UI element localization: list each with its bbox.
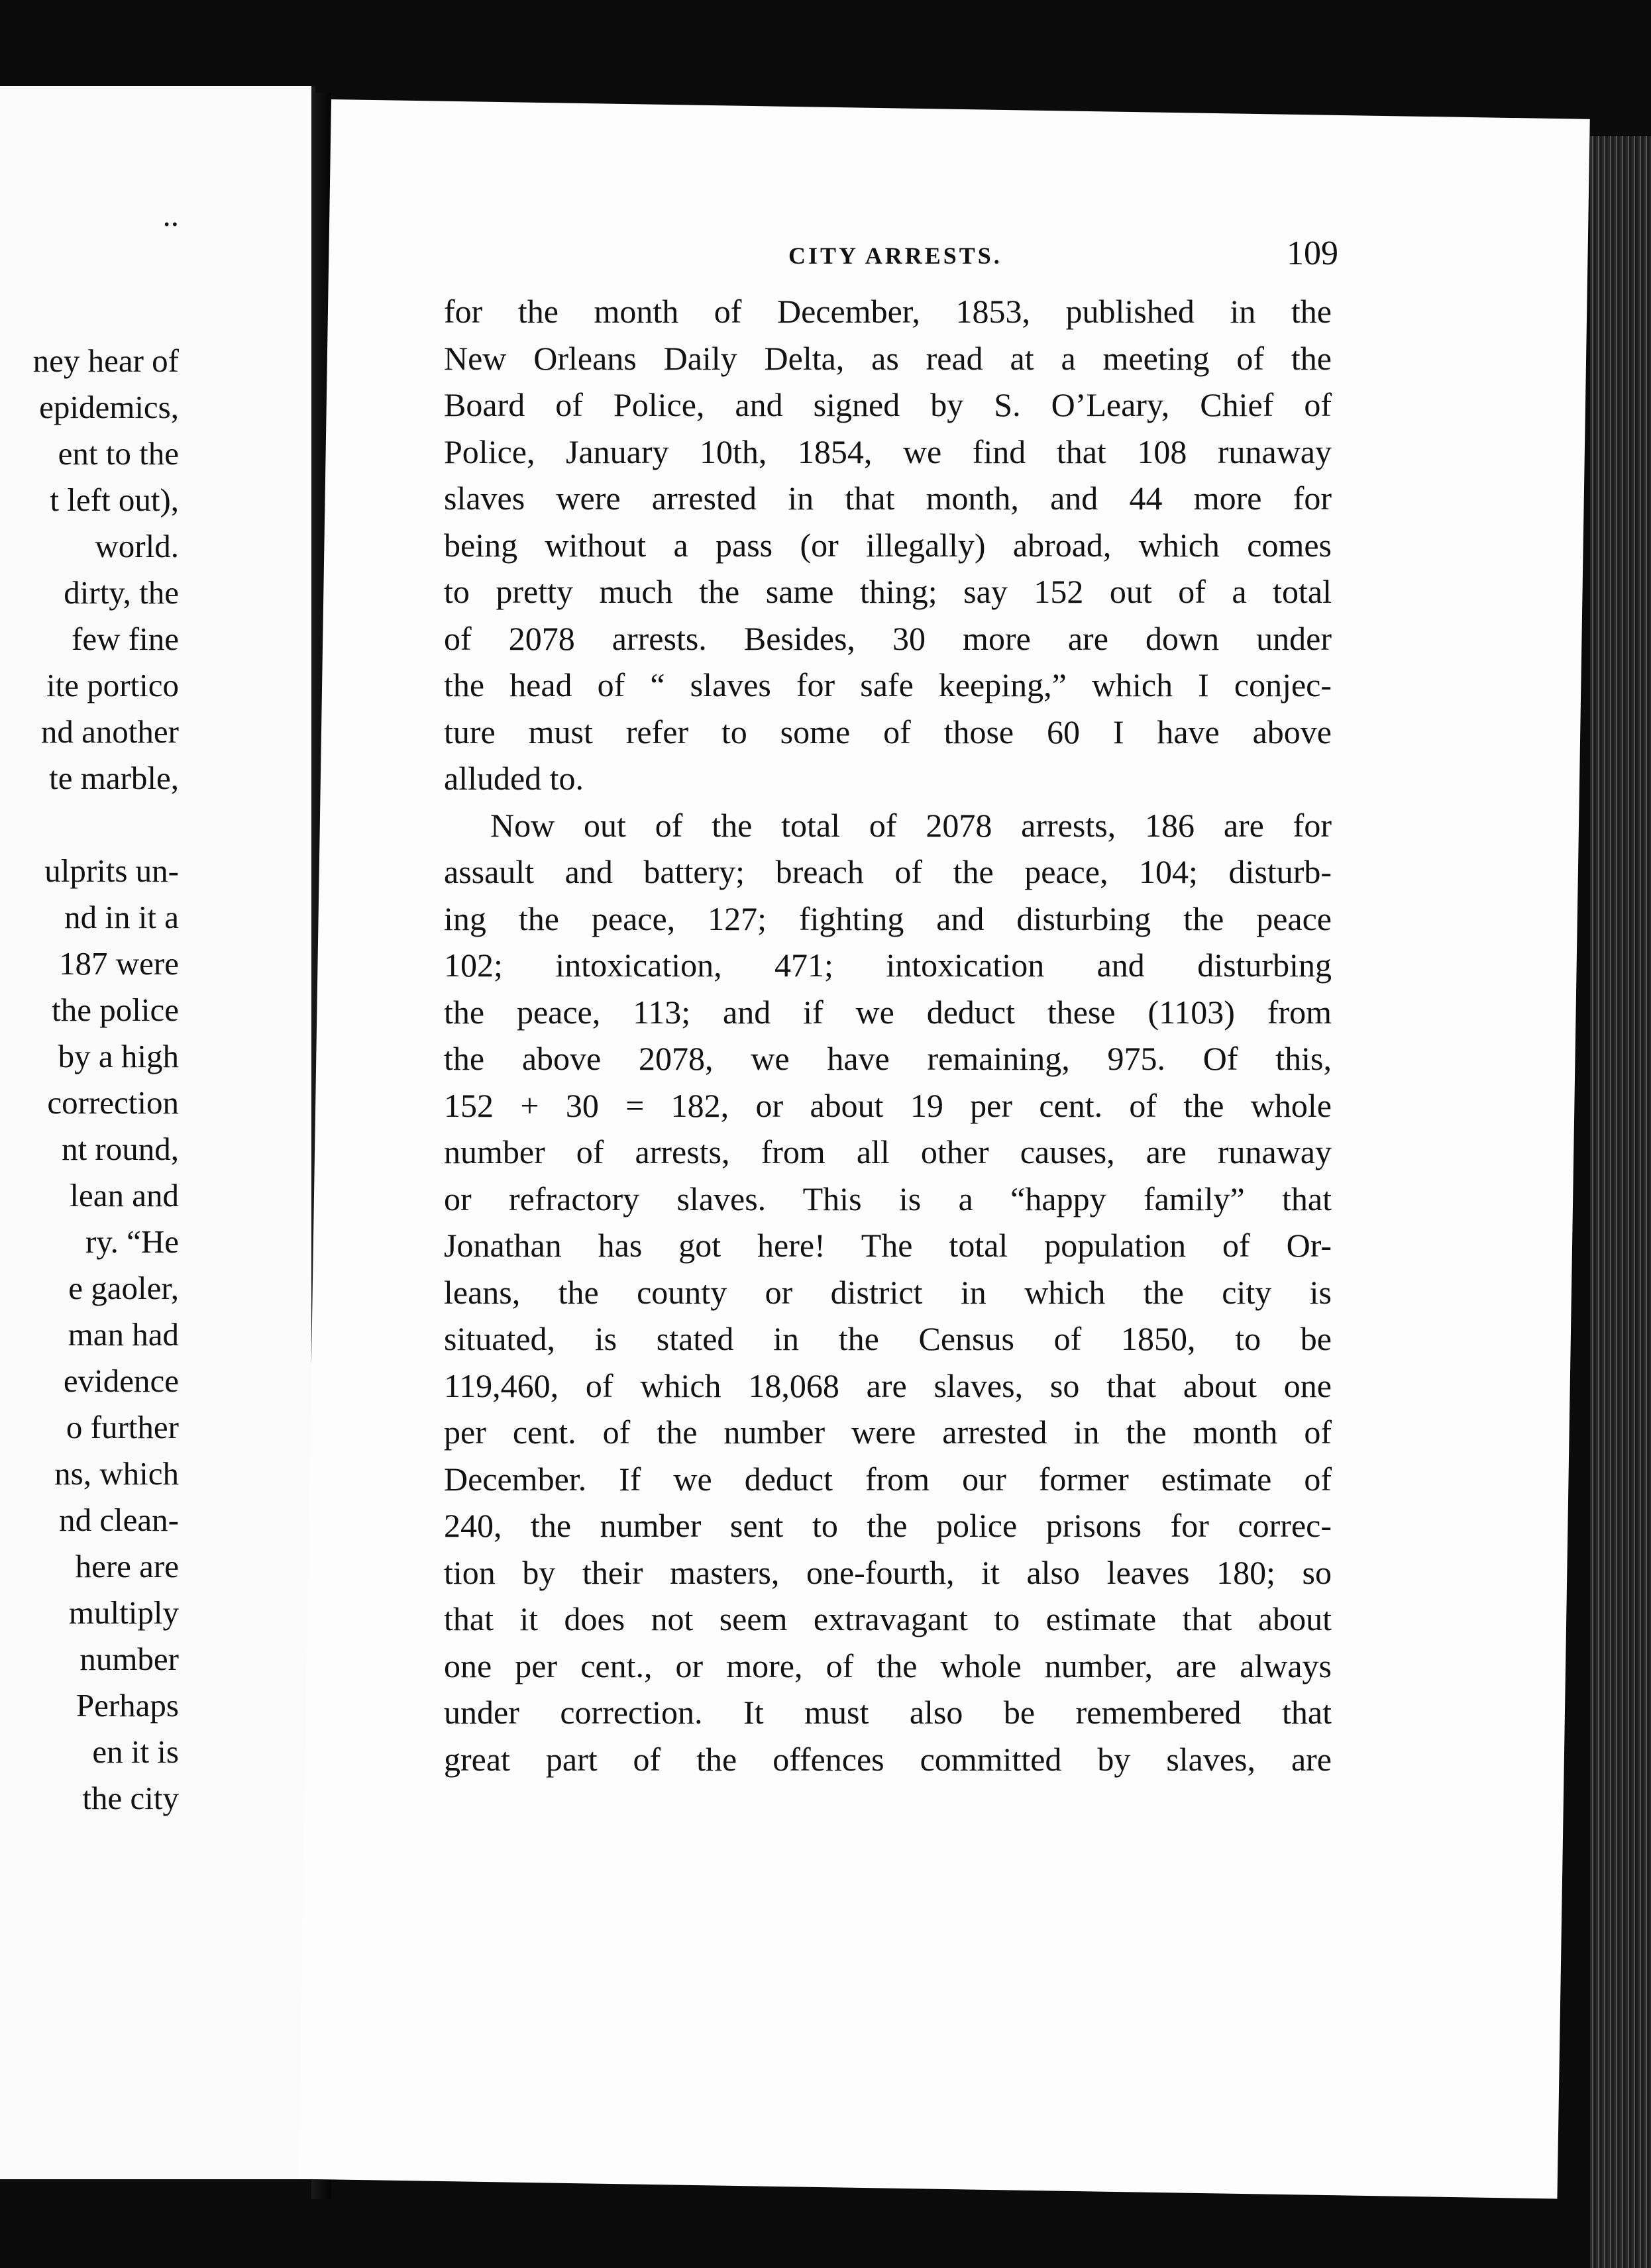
left-page-line-fragment: epidemics, (39, 389, 179, 425)
body-line: number of arrests, from all other causes, are runaway (444, 1133, 1332, 1170)
left-page-line-fragment: man had (68, 1316, 179, 1353)
left-page-line-fragment: number (80, 1641, 179, 1677)
left-page-line-fragment: by a high (58, 1038, 179, 1074)
body-line: one per cent., or more, of the whole number, are always (444, 1647, 1332, 1684)
body-line: New Orleans Daily Delta, as read at a meeting of the (444, 339, 1332, 377)
left-page-line-fragment: ulprits un- (44, 852, 179, 889)
body-line: that it does not seem extravagant to estimate that about (444, 1600, 1332, 1637)
body-line: 102; intoxication, 471; intoxication and disturbing (444, 947, 1332, 984)
left-page-line-fragment: ney hear of (32, 342, 179, 379)
body-line: December. If we deduct from our former estimate of (444, 1460, 1332, 1498)
left-page-line-fragment: the city (82, 1780, 179, 1816)
body-line: or refractory slaves. This is a “happy family” that (444, 1180, 1332, 1217)
body-line: slaves were arrested in that month, and 44 more for (444, 480, 1332, 517)
left-page-line-fragment: the police (52, 992, 179, 1028)
left-page-line-fragment: multiply (68, 1594, 179, 1631)
left-page-line-fragment: lean and (70, 1177, 179, 1213)
body-line: 152 + 30 = 182, or about 19 per cent. of the whole (444, 1086, 1332, 1124)
body-line: alluded to. (444, 760, 584, 797)
left-page-line-fragment: few fine (72, 621, 179, 657)
left-page-line-fragment: nd clean- (59, 1502, 179, 1538)
left-page-line-fragment: correction (47, 1084, 179, 1121)
body-line: situated, is stated in the Census of 1850, to be (444, 1320, 1332, 1357)
left-page-line-fragment: ns, which (54, 1455, 179, 1492)
left-page-line-fragment: .. (162, 197, 179, 233)
left-page-line-fragment: world. (95, 528, 179, 564)
left-page-line-fragment: nt round, (62, 1131, 179, 1167)
body-line: the head of “ slaves for safe keeping,” which I conjec- (444, 666, 1332, 703)
body-line: 119,460, of which 18,068 are slaves, so that about one (444, 1366, 1332, 1404)
left-page-line-fragment: here are (75, 1548, 179, 1584)
left-page-line-fragment: e gaoler, (68, 1270, 179, 1306)
left-page-line-fragment: te marble, (49, 760, 179, 796)
body-line: leans, the county or district in which the city is (444, 1273, 1332, 1311)
left-page-line-fragment: t left out), (50, 482, 179, 518)
left-page-line-fragment: ite portico (46, 667, 179, 703)
left-page-line-fragment: nd another (40, 713, 179, 750)
body-line: under correction. It must also be remembered that (444, 1694, 1332, 1731)
left-page-line-fragment: Perhaps (76, 1687, 179, 1724)
body-line: to pretty much the same thing; say 152 out of a total (444, 573, 1332, 610)
body-line: the above 2078, we have remaining, 975. Of this, (444, 1040, 1332, 1077)
body-line: assault and battery; breach of the peace, 104; disturb- (444, 853, 1332, 890)
body-line: ture must refer to some of those 60 I have above (444, 713, 1332, 750)
left-page-line-fragment: en it is (92, 1733, 179, 1770)
left-facing-page (0, 86, 315, 2179)
body-line: per cent. of the number were arrested in the month of (444, 1414, 1332, 1451)
left-page-line-fragment: 187 were (59, 945, 179, 982)
running-head-title: CITY ARRESTS. (788, 242, 1002, 269)
left-page-line-fragment: o further (66, 1409, 179, 1445)
left-page-line-fragment: nd in it a (64, 899, 179, 935)
body-line: great part of the offences committed by slaves, are (444, 1740, 1332, 1778)
page-edges (1590, 136, 1651, 2268)
body-line: Board of Police, and signed by S. O’Leary, Chief of (444, 386, 1332, 423)
body-line: of 2078 arrests. Besides, 30 more are down under (444, 619, 1332, 657)
body-line: Now out of the total of 2078 arrests, 186 are for (490, 806, 1332, 844)
body-line: tion by their masters, one-fourth, it also leaves 180; so (444, 1553, 1332, 1591)
body-line: being without a pass (or illegally) abroad, which comes (444, 526, 1332, 564)
left-page-line-fragment: ry. “He (85, 1223, 179, 1260)
left-page-line-fragment: evidence (63, 1363, 179, 1399)
left-page-line-fragment: ent to the (58, 435, 179, 472)
body-text (444, 288, 1332, 1782)
body-line: ing the peace, 127; fighting and disturbing the peace (444, 900, 1332, 937)
body-line: 240, the number sent to the police prisons for correc- (444, 1507, 1332, 1544)
body-line: Jonathan has got here! The total population of Or- (444, 1227, 1332, 1264)
body-line: for the month of December, 1853, published in the (444, 293, 1332, 330)
body-line: Police, January 10th, 1854, we find that 108 runaway (444, 433, 1332, 470)
left-page-line-fragment: dirty, the (64, 574, 179, 611)
body-line: the peace, 113; and if we deduct these (1103) from (444, 993, 1332, 1031)
page-number: 109 (1287, 234, 1338, 272)
